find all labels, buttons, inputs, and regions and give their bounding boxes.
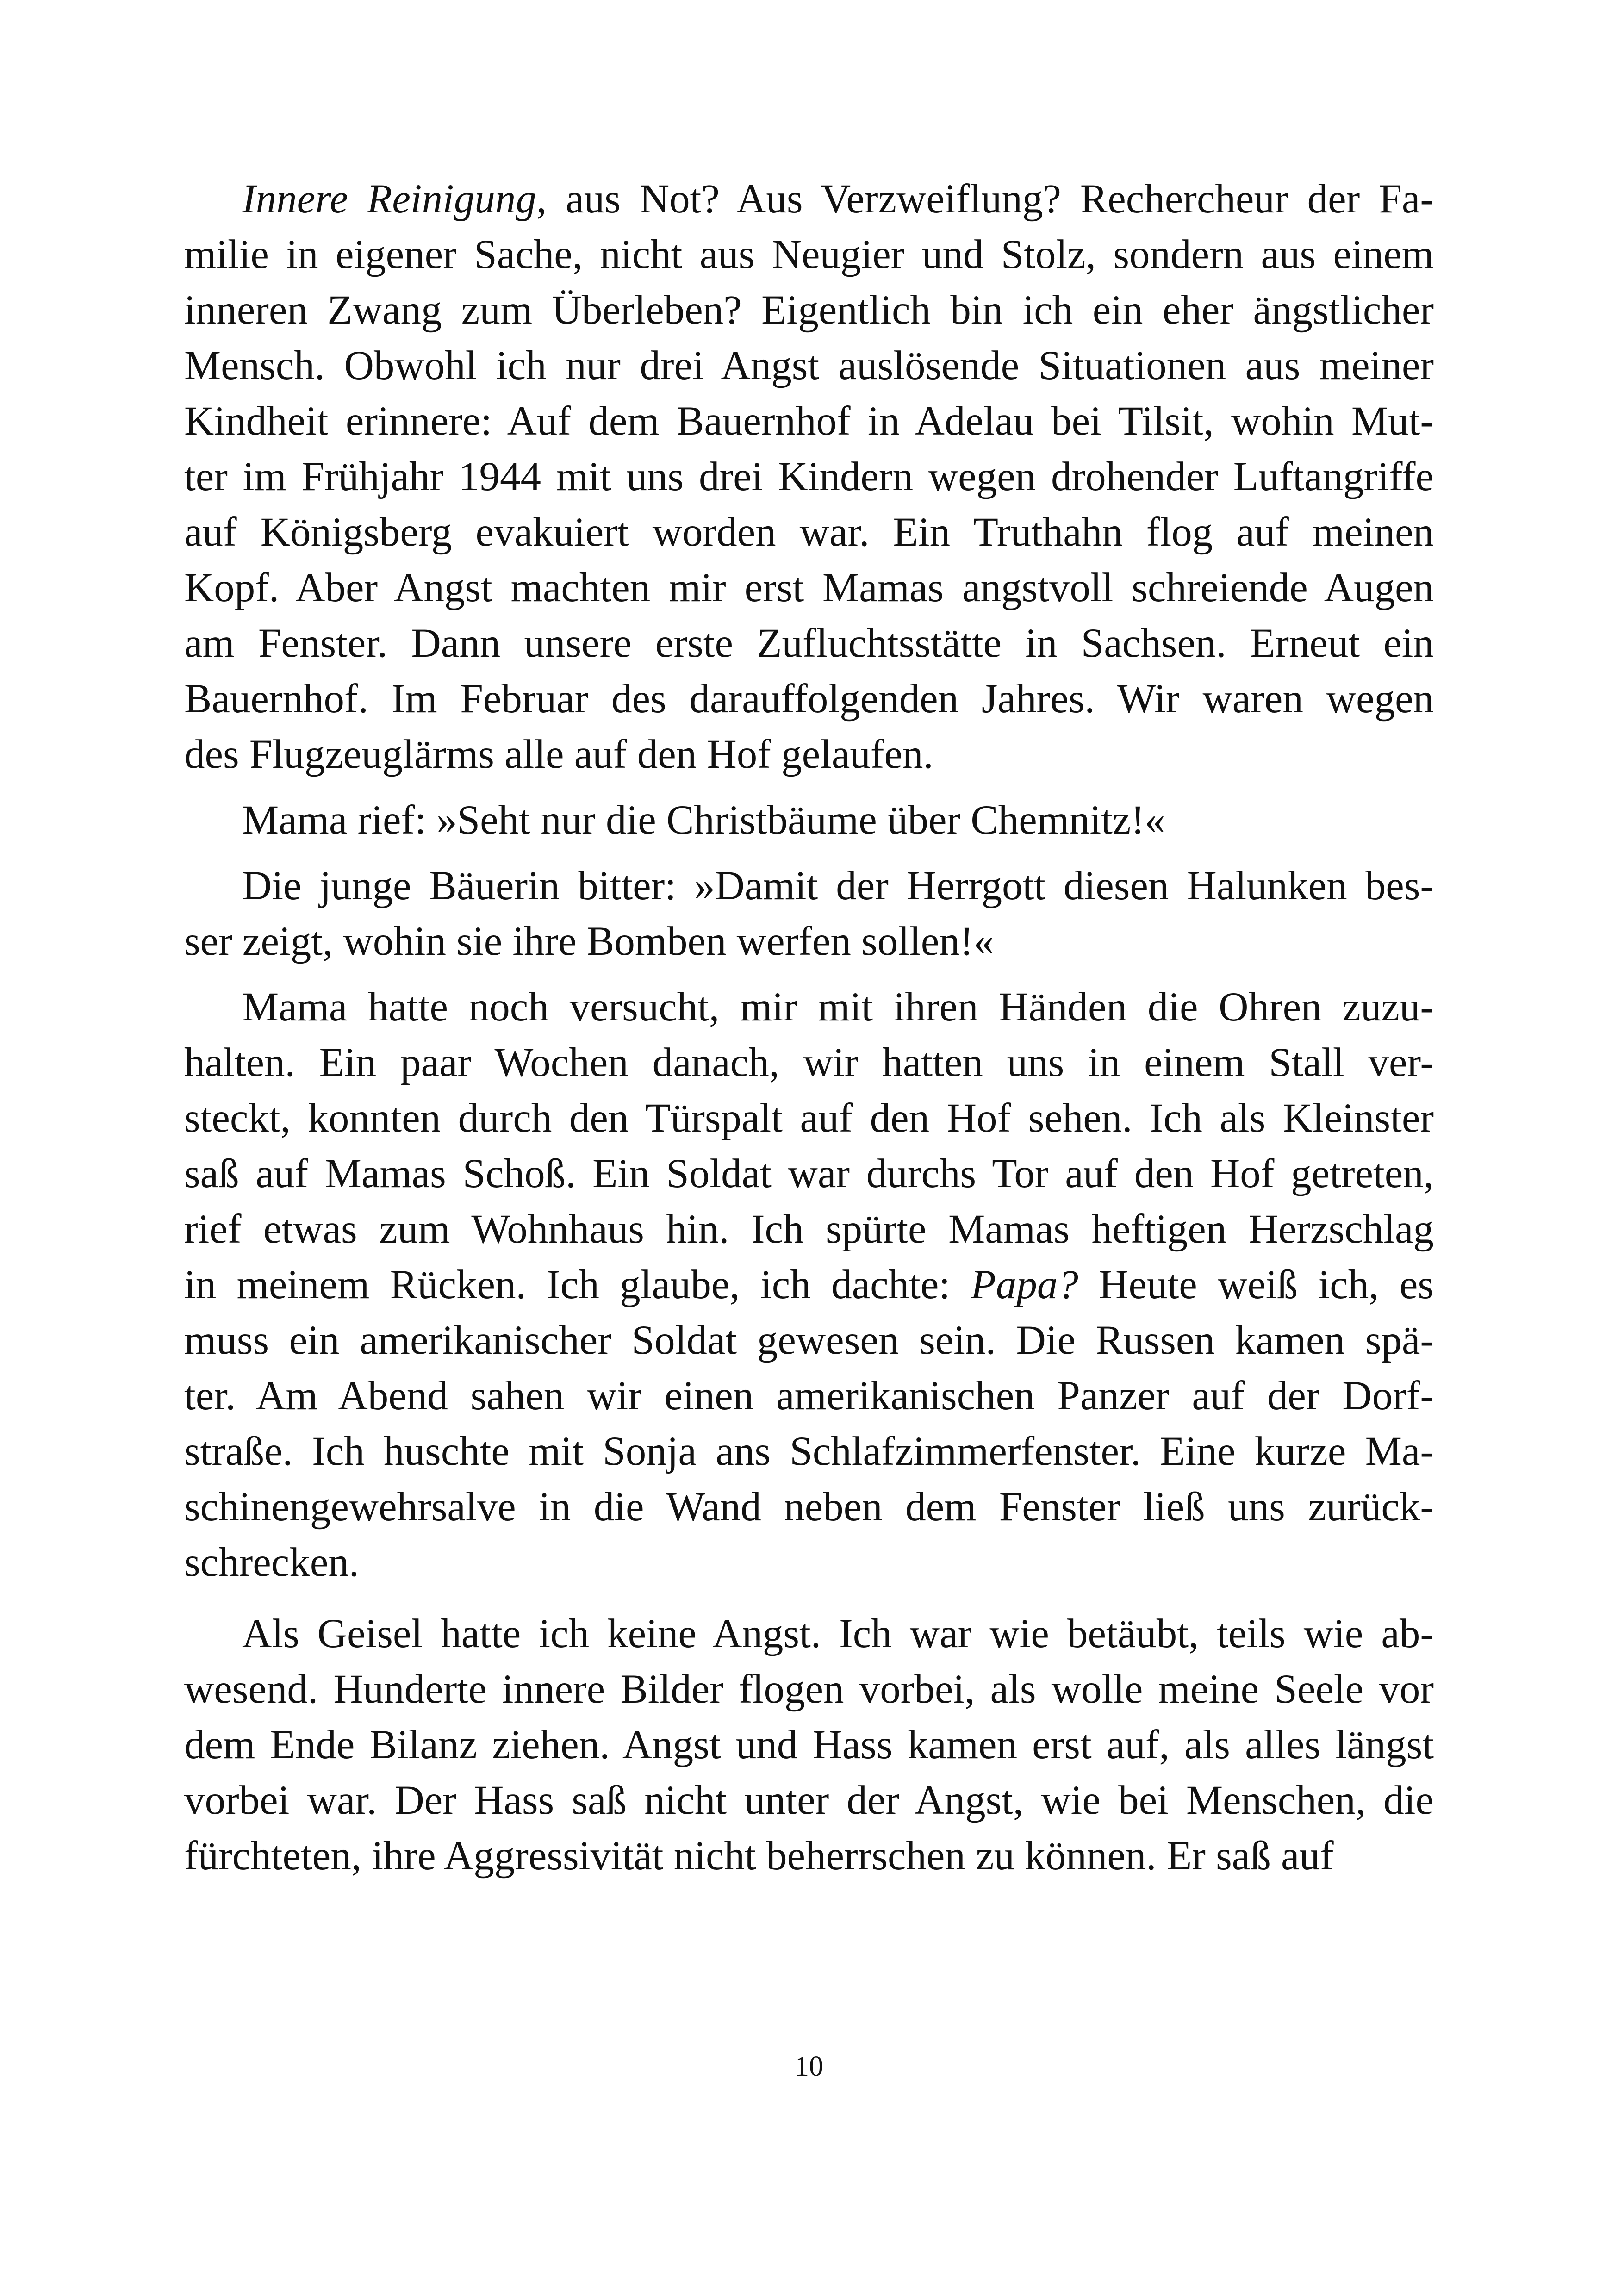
text-run: Mama rief: »Seht nur die Christbäume über Chemnitz!«	[242, 797, 1165, 843]
text-line	[184, 671, 1434, 727]
text-run: halten. Ein paar Wochen danach, wir hatten uns in einem Stall ver-	[184, 1040, 1434, 1085]
text-run: Heute weiß ich, es	[1078, 1262, 1434, 1307]
text-run: Die junge Bäuerin bitter: »Damit der Herrgott diesen Halunken bes-	[242, 863, 1434, 908]
text-line	[184, 858, 1434, 914]
text-line	[184, 1828, 1434, 1884]
text-line	[184, 504, 1434, 560]
text-run: Mensch. Obwohl ich nur drei Angst auslösende Situationen aus meiner	[184, 343, 1434, 388]
text-run: Bauernhof. Im Februar des darauffolgenden Jahres. Wir waren wegen	[184, 676, 1434, 722]
body-text	[184, 171, 1434, 1884]
text-run: Als Geisel hatte ich keine Angst. Ich war wie betäubt, teils wie ab-	[242, 1611, 1434, 1656]
text-run: des Flugzeuglärms alle auf den Hof gelaufen.	[184, 732, 933, 777]
text-run: ter. Am Abend sahen wir einen amerikanischen Panzer auf der Dorf-	[184, 1373, 1434, 1419]
text-line	[184, 393, 1434, 449]
text-line	[184, 1201, 1434, 1257]
text-line	[184, 227, 1434, 282]
paragraph	[184, 979, 1434, 1590]
italic-text: Papa?	[971, 1262, 1078, 1307]
text-line	[184, 792, 1434, 848]
text-line	[184, 914, 1434, 969]
text-line	[184, 1479, 1434, 1535]
text-line	[184, 979, 1434, 1035]
text-run: ser zeigt, wohin sie ihre Bomben werfen sollen!«	[184, 919, 994, 964]
text-run: steckt, konnten durch den Türspalt auf den Hof sehen. Ich als Kleinster	[184, 1095, 1434, 1141]
text-line	[184, 616, 1434, 671]
text-line	[184, 171, 1434, 227]
text-line	[184, 449, 1434, 504]
text-run: , aus Not? Aus Verzweiflung? Rechercheur der Fa-	[536, 176, 1434, 222]
text-run: milie in eigener Sache, nicht aus Neugier und Stolz, sondern aus einem	[184, 232, 1434, 277]
text-run: auf Königsberg evakuiert worden war. Ein Truthahn flog auf meinen	[184, 510, 1434, 555]
text-run: dem Ende Bilanz ziehen. Angst und Hass kamen erst auf, als alles längst	[184, 1722, 1434, 1767]
text-run: schinengewehrsalve in die Wand neben dem Fenster ließ uns zurück-	[184, 1484, 1434, 1530]
text-run: Mama hatte noch versucht, mir mit ihren Händen die Ohren zuzu-	[242, 984, 1434, 1030]
text-run: in meinem Rücken. Ich glaube, ich dachte:	[184, 1262, 971, 1307]
text-line	[184, 1661, 1434, 1717]
paragraph	[184, 171, 1434, 782]
text-line	[184, 1146, 1434, 1201]
paragraph	[184, 792, 1434, 848]
text-run: inneren Zwang zum Überleben? Eigentlich bin ich ein eher ängstlicher	[184, 287, 1434, 333]
text-run: rief etwas zum Wohnhaus hin. Ich spürte Mamas heftigen Herzschlag	[184, 1207, 1434, 1252]
text-line	[184, 1313, 1434, 1368]
page-number: 10	[795, 2051, 823, 2082]
text-run: schrecken.	[184, 1540, 360, 1585]
text-run: muss ein amerikanischer Soldat gewesen sein. Die Russen kamen spä-	[184, 1318, 1434, 1363]
text-run: ter im Frühjahr 1944 mit uns drei Kindern wegen drohender Luftangriffe	[184, 454, 1434, 499]
text-line	[184, 1035, 1434, 1090]
text-line	[184, 1368, 1434, 1424]
text-line	[184, 560, 1434, 616]
text-line	[184, 1717, 1434, 1773]
text-line	[184, 1090, 1434, 1146]
text-line	[184, 1257, 1434, 1313]
italic-text: Innere Reinigung	[242, 176, 536, 222]
text-line	[184, 338, 1434, 393]
text-line	[184, 727, 1434, 782]
text-run: Kindheit erinnere: Auf dem Bauernhof in Adelau bei Tilsit, wohin Mut-	[184, 398, 1434, 444]
text-line	[184, 1773, 1434, 1828]
text-run: saß auf Mamas Schoß. Ein Soldat war durchs Tor auf den Hof getreten,	[184, 1151, 1434, 1196]
paragraph	[184, 1606, 1434, 1884]
text-run: vorbei war. Der Hass saß nicht unter der Angst, wie bei Menschen, die	[184, 1778, 1434, 1823]
text-line	[184, 282, 1434, 338]
text-run: am Fenster. Dann unsere erste Zufluchtsstätte in Sachsen. Erneut ein	[184, 621, 1434, 666]
text-run: fürchteten, ihre Aggressivität nicht beherrschen zu können. Er saß auf	[184, 1833, 1334, 1879]
text-run: Kopf. Aber Angst machten mir erst Mamas angstvoll schreiende Augen	[184, 565, 1434, 610]
text-run: wesend. Hunderte innere Bilder flogen vorbei, als wolle meine Seele vor	[184, 1667, 1434, 1712]
text-line	[184, 1535, 1434, 1590]
text-line	[184, 1606, 1434, 1661]
text-line	[184, 1424, 1434, 1479]
paragraph	[184, 858, 1434, 969]
text-run: straße. Ich huschte mit Sonja ans Schlafzimmerfenster. Eine kurze Ma-	[184, 1429, 1434, 1474]
